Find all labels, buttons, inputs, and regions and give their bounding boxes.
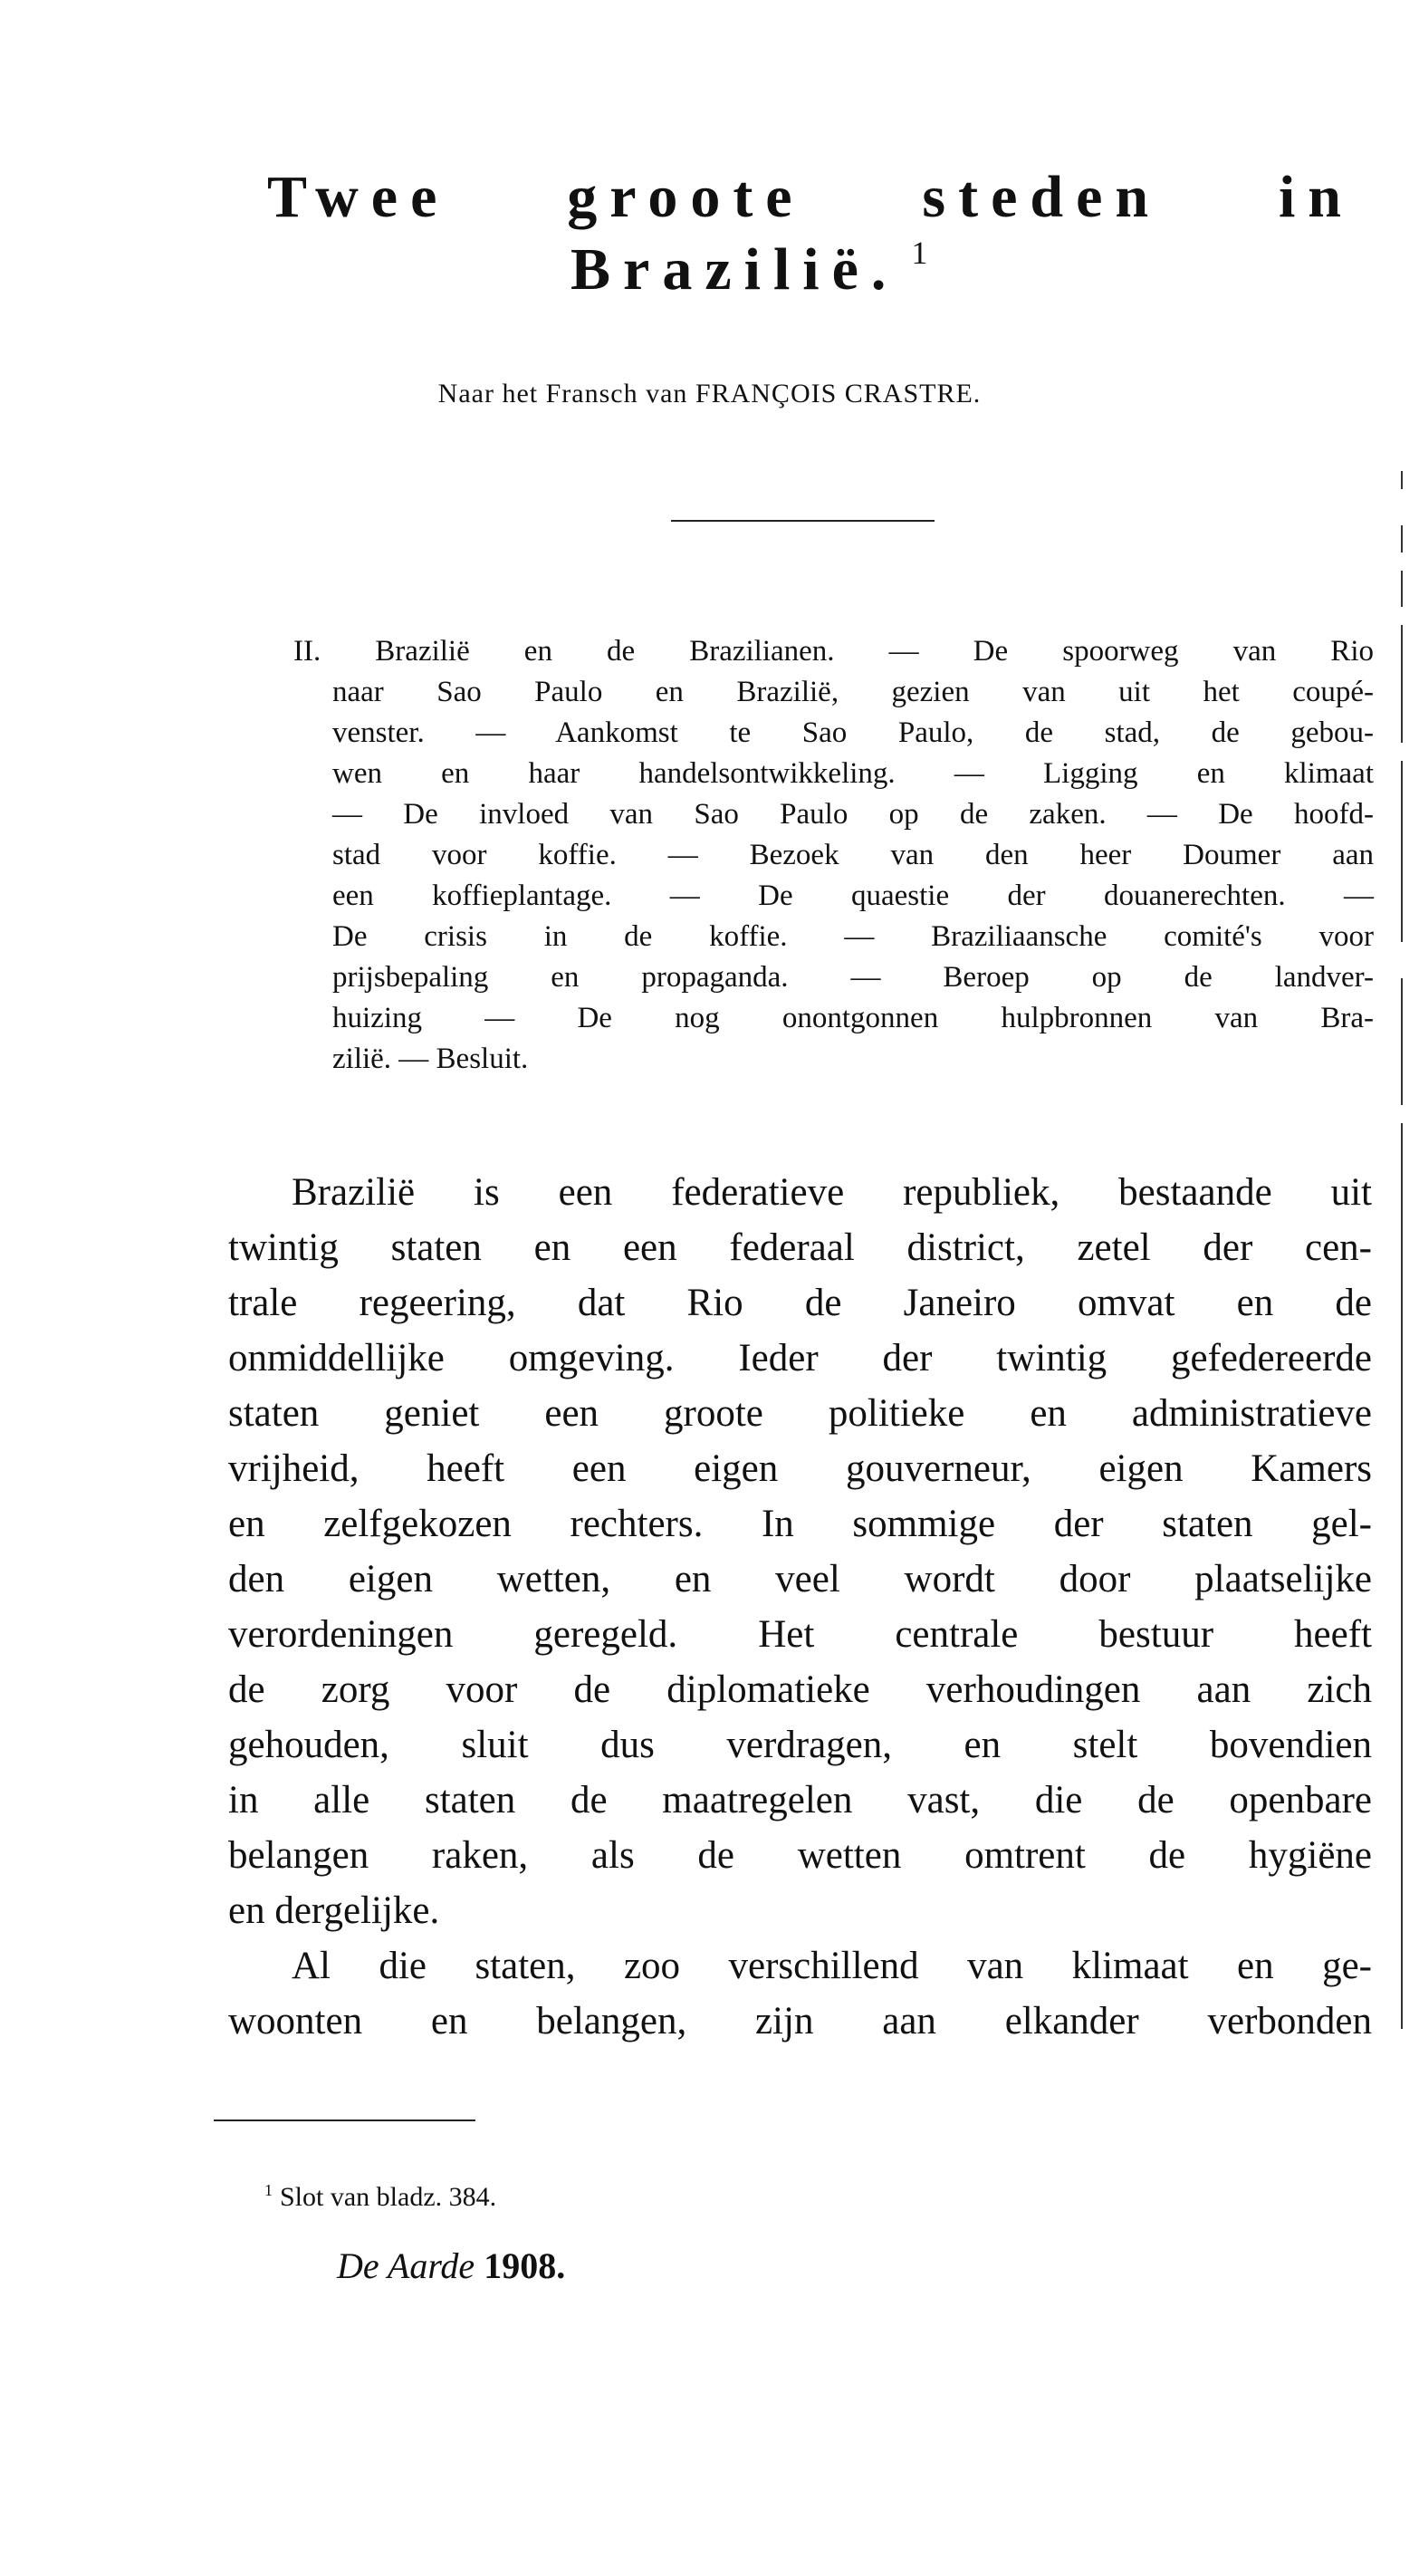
article-subtitle: Naar het Fransch van FRANÇOIS CRASTRE.	[437, 379, 982, 409]
body-line: trale regeering, dat Rio de Janeiro omvat en de	[228, 1282, 1372, 1324]
scan-margin-mark	[1401, 978, 1403, 1105]
journal-signature	[337, 2244, 565, 2287]
summary-line: De crisis in de koffie. — Braziliaansche comité's voor	[332, 920, 1374, 953]
summary-line: wen en haar handelsontwikkeling. — Ligging en klimaat	[332, 757, 1374, 790]
scan-margin-mark	[1401, 625, 1403, 743]
summary-line: — De invloed van Sao Paulo op de zaken. — De hoofd-	[332, 798, 1374, 831]
body-line: in alle staten de maatregelen vast, die de openbare	[228, 1779, 1372, 1821]
body-line: staten geniet een groote politieke en administratieve	[228, 1392, 1372, 1435]
scan-margin-mark	[1401, 1123, 1403, 2029]
body-line: vrijheid, heeft een eigen gouverneur, eigen Kamers	[228, 1447, 1372, 1490]
summary-line: venster. — Aankomst te Sao Paulo, de stad, de gebou-	[332, 716, 1374, 749]
footnote-divider	[214, 2119, 475, 2121]
scan-margin-mark	[1401, 471, 1403, 489]
body-line: woonten en belangen, zijn aan elkander verbonden	[228, 2000, 1372, 2043]
summary-line: prijsbepaling en propaganda. — Beroep op de landver-	[332, 961, 1374, 994]
summary-line: een koffieplantage. — De quaestie der douanerechten. —	[332, 879, 1374, 912]
scan-margin-mark	[1401, 761, 1403, 942]
title-footnote-ref: 1	[911, 235, 928, 271]
body-line: verordeningen geregeld. Het centrale bestuur heeft	[228, 1613, 1372, 1656]
article-title-line-1: Twee groote steden in	[267, 164, 1354, 230]
section-divider	[671, 520, 935, 522]
body-line: Braziliё is een federatieve republiek, bestaande uit	[292, 1171, 1372, 1214]
footnote-marker: 1	[264, 2181, 273, 2199]
body-line: en zelfgekozen rechters. In sommige der staten gel-	[228, 1503, 1372, 1545]
summary-line: naar Sao Paulo en Braziliё, gezien van uit het coupé-	[332, 676, 1374, 708]
summary-line: stad voor koffie. — Bezoek van den heer Doumer aan	[332, 839, 1374, 871]
body-line: Al die staten, zoo verschillend van klimaat en ge-	[292, 1945, 1372, 1987]
journal-name: De Aarde	[337, 2245, 475, 2286]
scan-margin-mark	[1401, 571, 1403, 607]
body-line: belangen raken, als de wetten omtrent de hygiёne	[228, 1834, 1372, 1877]
body-text	[228, 1165, 1372, 2049]
summary-line: huizing — De nog onontgonnen hulpbronnen van Bra-	[332, 1002, 1374, 1034]
article-title-line-2	[570, 234, 927, 304]
body-line: twintig staten en een federaal district, zetel der cen-	[228, 1226, 1372, 1269]
body-line: onmiddellijke omgeving. Ieder der twintig gefedereerde	[228, 1337, 1372, 1379]
body-line: en dergelijke.	[228, 1889, 440, 1932]
chapter-summary	[293, 631, 1374, 1080]
body-line: gehouden, sluit dus verdragen, en stelt bovendien	[228, 1724, 1372, 1766]
footnote-text: Slot van bladz. 384.	[280, 2182, 497, 2212]
scan-margin-mark	[1401, 525, 1403, 553]
body-line: de zorg voor de diplomatieke verhoudingen aan zich	[228, 1668, 1372, 1711]
article-title-text: Braziliё.	[570, 236, 899, 303]
summary-line: II. Braziliё en de Brazilianen. — De spoorweg van Rio	[293, 635, 1374, 668]
footnote	[264, 2181, 496, 2213]
body-line: den eigen wetten, en veel wordt door plaatselijke	[228, 1558, 1372, 1600]
summary-line: ziliё. — Besluit.	[332, 1043, 529, 1075]
journal-year: 1908.	[484, 2245, 566, 2286]
